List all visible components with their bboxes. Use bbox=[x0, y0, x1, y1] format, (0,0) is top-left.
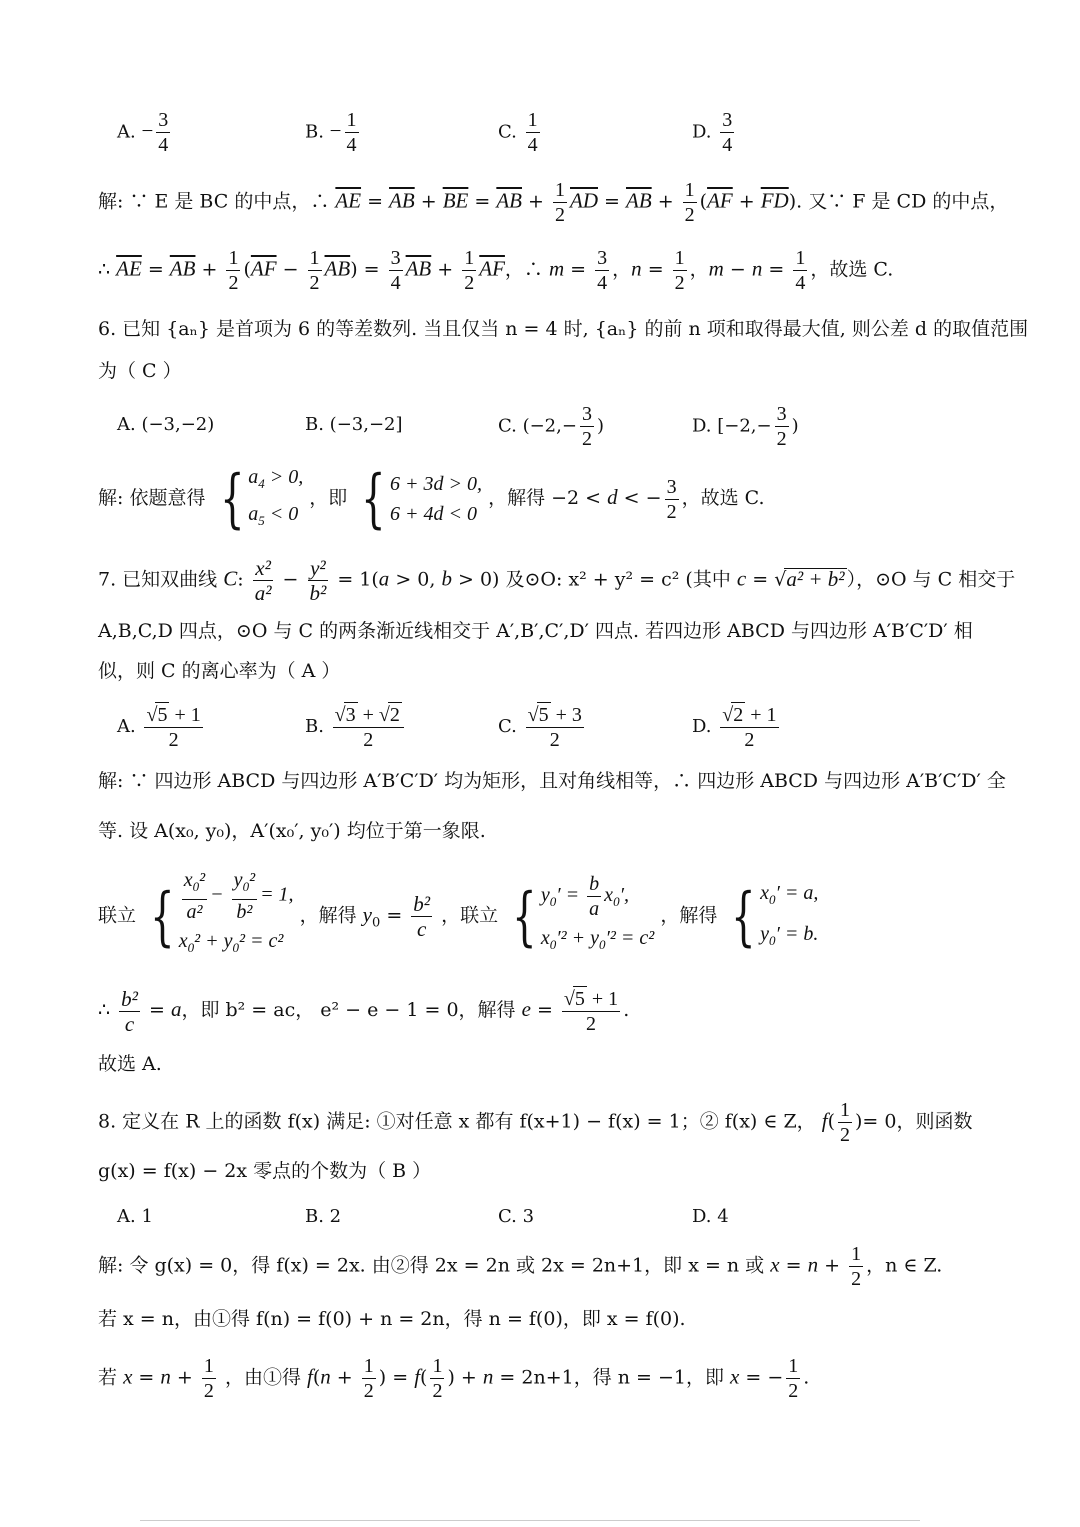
q8-question-line-2: g(x) = f(x) − 2x 零点的个数为（ B ） bbox=[98, 1160, 432, 1182]
q8-solution-line-1: 解: 令 g(x) = 0，得 f(x) = 2x. 由②得 2x = 2n 或 2x = 2n+1，即 x = n 或 x = n + $\frac{1}{2}$ ，n ∈ Z. bbox=[98, 1243, 943, 1290]
q8-option-c: C. 3 bbox=[498, 1206, 535, 1227]
q7-solution-line-5: 故选 A. bbox=[98, 1053, 162, 1075]
q8-option-a: A. 1 bbox=[117, 1206, 153, 1227]
q7-option-a: A. $\frac{√5 + 1}{2}$ bbox=[117, 704, 201, 751]
q6-question-line-1: 6. 已知 {aₙ} 是首项为 6 的等差数列. 当且仅当 n = 4 时, {aₙ} 的前 n 项和取得最大值, 则公差 d 的取值范围 bbox=[98, 318, 1029, 340]
q6-option-a: A. (−3,−2) bbox=[117, 414, 215, 435]
q7-solution-line-2: 等. 设 A(x₀, y₀)，A′(x₀′, y₀′) 均位于第一象限. bbox=[98, 820, 486, 842]
q5-solution-line-1: 解: ∵ E 是 BC 的中点，∴ $\overline{AE} = \overline{AB} + \overline{BE} = \overline{AB}$ + $\frac{1}{2}$ $\overline{AD} = \overline{AB}$ + $\frac{1}{2}$ $(\overline{AF} + \overline{FD})$. 又∵ F 是 CD 的中点， bbox=[98, 179, 1009, 226]
q5-option-a: A. − $\frac{3}{4}$ bbox=[117, 109, 169, 156]
q7-option-d: D. $\frac{√2 + 1}{2}$ bbox=[692, 704, 777, 751]
q8-solution-line-3: 若 x = n + $\frac{1}{2}$ ，由①得 f(n + $\frac{1}{2}$ ) = f( $\frac{1}{2}$ ) + n = 2n+1，得 n = −1，即 x = − $\frac{1}{2}$ . bbox=[98, 1355, 810, 1402]
q7-question-line-3: 似，则 C 的离心率为（ A ） bbox=[98, 660, 341, 682]
q8-option-d: D. 4 bbox=[692, 1206, 729, 1227]
q5-solution-line-2: ∴ $\overline{AE} = \overline{AB}$ + $\frac{1}{2}$ ($\overline{AF}$ − $\frac{1}{2}$ $\overline{AB}$) = $\frac{3}{4}$ $\overline{AB}$ + $\frac{1}{2}$ $\overline{AF}$，∴ m = $\frac{3}{4}$ ，n = $\frac{1}{2}$ ，m − n = $\frac{1}{4}$ ，故选 C. bbox=[98, 247, 894, 294]
q5-option-d: D. $\frac{3}{4}$ bbox=[692, 109, 733, 156]
q7-solution-line-1: 解: ∵ 四边形 ABCD 与四边形 A′B′C′D′ 均为矩形，且对角线相等，∴ 四边形 ABCD 与四边形 A′B′C′D′ 全 bbox=[98, 770, 1006, 792]
q8-option-b: B. 2 bbox=[305, 1206, 342, 1227]
q7-solution-line-3: 联立 { $\frac{x_0^2}{\text{a²}}$ − $\frac{y_0^2}{\text{b²}}$ = 1, $x_0^2 + y_0^2 = c^2$ ，解得 $y_0$ = $\frac{\text{b²}}{c}$ ，联立 { $y_0'$ = $\frac{b}{a}$ $x_0'$, $x_0'^2 + y_0'^2 = c^2$ ，解得 { $x_0' = a$, $y_0' = b$. bbox=[98, 869, 819, 955]
q6-option-b: B. (−3,−2] bbox=[305, 414, 403, 435]
q7-option-b: B. $\frac{√3 + √2}{2}$ bbox=[305, 702, 407, 752]
q7-question-line-2: A,B,C,D 四点，⊙O 与 C 的两条渐近线相交于 A′,B′,C′,D′ 四点. 若四边形 ABCD 与四边形 A′B′C′D′ 相 bbox=[98, 620, 973, 642]
q5-option-c: C. $\frac{1}{4}$ bbox=[498, 109, 538, 156]
q5-option-b: B. − $\frac{1}{4}$ bbox=[305, 109, 357, 156]
q6-option-c: C. (−2,− $\frac{3}{2}$ ) bbox=[498, 403, 604, 450]
q8-question-line-1: 8. 定义在 R 上的函数 f(x) 满足: ①对任意 x 都有 f(x+1) − f(x) = 1；② f(x) ∈ Z， f( $\frac{1}{2}$ )= 0，则函数 bbox=[98, 1099, 973, 1146]
q7-question-line-1: 7. 已知双曲线 C: $\frac{\text{x²}}{\text{a²}}$ − $\frac{\text{y²}}{\text{b²}}$ = 1(a > 0, b > 0) 及⊙O: x² + y² = c² (其中 c = √a² + b² ），⊙O 与 C 相交于 bbox=[98, 556, 1016, 605]
q7-solution-line-4: ∴ $\frac{\text{b²}}{c}$ = a，即 b² = ac， e² − e − 1 = 0，解得 e = $\frac{√5 + 1}{2}$ . bbox=[98, 986, 630, 1036]
q6-solution: 解: 依题意得 { $a_4 > 0$, $a_5 < 0$ ，即 { 6 + 3d > 0, 6 + 4d < 0 ，解得 −2 < d < − $\frac{3}{2}$ ，故选 C. bbox=[98, 462, 765, 536]
page-bottom-divider bbox=[140, 1520, 920, 1521]
q6-option-d: D. [−2,− $\frac{3}{2}$ ) bbox=[692, 403, 799, 450]
q8-solution-line-2: 若 x = n，由①得 f(n) = f(0) + n = 2n，得 n = f(0)，即 x = f(0). bbox=[98, 1308, 686, 1330]
q6-question-line-2: 为（ C ） bbox=[98, 360, 182, 382]
q7-option-c: C. $\frac{√5 + 3}{2}$ bbox=[498, 704, 582, 751]
